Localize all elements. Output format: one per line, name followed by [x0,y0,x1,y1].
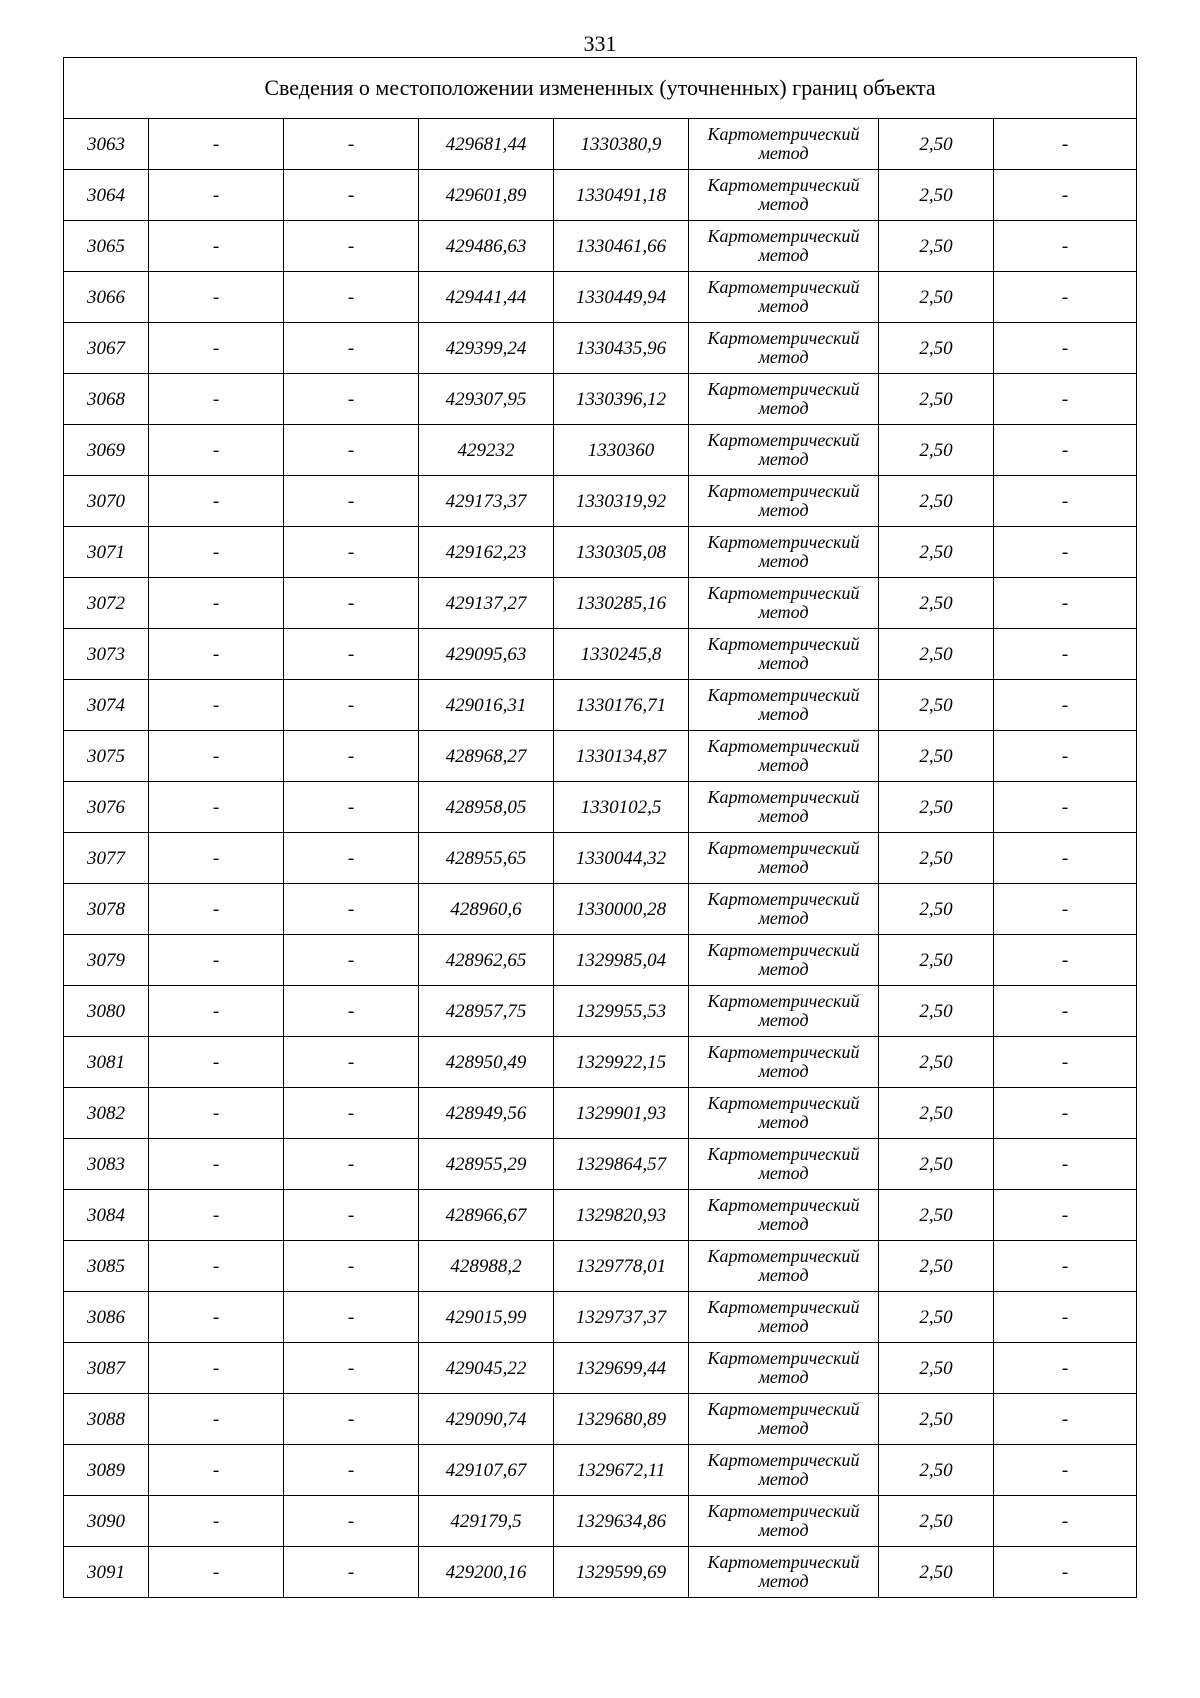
empty-value-cell: - [994,1343,1137,1394]
empty-value-cell: - [994,1241,1137,1292]
point-number-cell: 3067 [64,323,149,374]
y-coordinate-cell: 1330134,87 [554,731,689,782]
y-coordinate-cell: 1330435,96 [554,323,689,374]
empty-value-cell: - [149,1139,284,1190]
empty-value-cell: - [149,170,284,221]
y-coordinate-cell: 1330102,5 [554,782,689,833]
point-number-cell: 3068 [64,374,149,425]
empty-value-cell: - [284,884,419,935]
method-cell: Картометрический метод [689,731,879,782]
table-row [64,1190,1137,1241]
empty-value-cell: - [149,527,284,578]
empty-value-cell: - [284,272,419,323]
empty-value-cell: - [994,1292,1137,1343]
empty-value-cell: - [994,221,1137,272]
method-cell: Картометрический метод [689,986,879,1037]
table-row [64,1343,1137,1394]
method-cell: Картометрический метод [689,1445,879,1496]
table-row [64,731,1137,782]
method-cell: Картометрический метод [689,578,879,629]
empty-value-cell: - [994,1190,1137,1241]
empty-value-cell: - [149,629,284,680]
empty-value-cell: - [994,272,1137,323]
empty-value-cell: - [149,272,284,323]
x-coordinate-cell: 429681,44 [419,119,554,170]
empty-value-cell: - [994,731,1137,782]
table-row [64,221,1137,272]
accuracy-cell: 2,50 [879,323,994,374]
empty-value-cell: - [284,221,419,272]
point-number-cell: 3073 [64,629,149,680]
y-coordinate-cell: 1330449,94 [554,272,689,323]
empty-value-cell: - [994,527,1137,578]
table-row [64,323,1137,374]
empty-value-cell: - [284,527,419,578]
point-number-cell: 3064 [64,170,149,221]
point-number-cell: 3079 [64,935,149,986]
point-number-cell: 3065 [64,221,149,272]
y-coordinate-cell: 1329778,01 [554,1241,689,1292]
empty-value-cell: - [284,731,419,782]
y-coordinate-cell: 1329820,93 [554,1190,689,1241]
point-number-cell: 3082 [64,1088,149,1139]
x-coordinate-cell: 429095,63 [419,629,554,680]
accuracy-cell: 2,50 [879,1139,994,1190]
y-coordinate-cell: 1330044,32 [554,833,689,884]
point-number-cell: 3080 [64,986,149,1037]
method-cell: Картометрический метод [689,221,879,272]
table-row [64,1241,1137,1292]
method-cell: Картометрический метод [689,374,879,425]
empty-value-cell: - [284,1292,419,1343]
point-number-cell: 3071 [64,527,149,578]
method-cell: Картометрический метод [689,425,879,476]
empty-value-cell: - [284,629,419,680]
empty-value-cell: - [994,935,1137,986]
x-coordinate-cell: 428960,6 [419,884,554,935]
empty-value-cell: - [284,1496,419,1547]
x-coordinate-cell: 429200,16 [419,1547,554,1598]
accuracy-cell: 2,50 [879,884,994,935]
table-row [64,425,1137,476]
accuracy-cell: 2,50 [879,986,994,1037]
empty-value-cell: - [149,1292,284,1343]
y-coordinate-cell: 1329634,86 [554,1496,689,1547]
table-row [64,986,1137,1037]
empty-value-cell: - [149,425,284,476]
x-coordinate-cell: 428966,67 [419,1190,554,1241]
empty-value-cell: - [994,578,1137,629]
y-coordinate-cell: 1330396,12 [554,374,689,425]
point-number-cell: 3070 [64,476,149,527]
x-coordinate-cell: 429232 [419,425,554,476]
point-number-cell: 3086 [64,1292,149,1343]
y-coordinate-cell: 1330000,28 [554,884,689,935]
empty-value-cell: - [994,119,1137,170]
accuracy-cell: 2,50 [879,1547,994,1598]
point-number-cell: 3069 [64,425,149,476]
table-row [64,1496,1137,1547]
empty-value-cell: - [284,935,419,986]
empty-value-cell: - [284,1241,419,1292]
empty-value-cell: - [284,1190,419,1241]
x-coordinate-cell: 428988,2 [419,1241,554,1292]
empty-value-cell: - [149,1445,284,1496]
empty-value-cell: - [284,680,419,731]
empty-value-cell: - [994,425,1137,476]
empty-value-cell: - [149,1394,284,1445]
method-cell: Картометрический метод [689,272,879,323]
accuracy-cell: 2,50 [879,476,994,527]
y-coordinate-cell: 1330285,16 [554,578,689,629]
empty-value-cell: - [994,1496,1137,1547]
table-row [64,782,1137,833]
y-coordinate-cell: 1330461,66 [554,221,689,272]
point-number-cell: 3089 [64,1445,149,1496]
empty-value-cell: - [284,578,419,629]
table-row [64,1292,1137,1343]
accuracy-cell: 2,50 [879,272,994,323]
empty-value-cell: - [284,1088,419,1139]
empty-value-cell: - [149,884,284,935]
table-row [64,680,1137,731]
y-coordinate-cell: 1330491,18 [554,170,689,221]
y-coordinate-cell: 1329680,89 [554,1394,689,1445]
empty-value-cell: - [284,425,419,476]
empty-value-cell: - [284,1445,419,1496]
method-cell: Картометрический метод [689,629,879,680]
x-coordinate-cell: 429307,95 [419,374,554,425]
y-coordinate-cell: 1330380,9 [554,119,689,170]
empty-value-cell: - [149,833,284,884]
accuracy-cell: 2,50 [879,1292,994,1343]
accuracy-cell: 2,50 [879,374,994,425]
method-cell: Картометрический метод [689,884,879,935]
y-coordinate-cell: 1329901,93 [554,1088,689,1139]
method-cell: Картометрический метод [689,170,879,221]
point-number-cell: 3091 [64,1547,149,1598]
x-coordinate-cell: 428968,27 [419,731,554,782]
accuracy-cell: 2,50 [879,731,994,782]
boundary-points-table [63,57,1137,1598]
point-number-cell: 3075 [64,731,149,782]
empty-value-cell: - [994,629,1137,680]
x-coordinate-cell: 429441,44 [419,272,554,323]
empty-value-cell: - [284,170,419,221]
accuracy-cell: 2,50 [879,170,994,221]
point-number-cell: 3081 [64,1037,149,1088]
empty-value-cell: - [284,323,419,374]
y-coordinate-cell: 1330305,08 [554,527,689,578]
y-coordinate-cell: 1329699,44 [554,1343,689,1394]
empty-value-cell: - [994,170,1137,221]
method-cell: Картометрический метод [689,1292,879,1343]
table-title: Сведения о местоположении измененных (уточненных) границ объекта [64,58,1137,119]
method-cell: Картометрический метод [689,1088,879,1139]
table-title-row [64,58,1137,119]
empty-value-cell: - [994,1037,1137,1088]
y-coordinate-cell: 1330245,8 [554,629,689,680]
method-cell: Картометрический метод [689,323,879,374]
y-coordinate-cell: 1329672,11 [554,1445,689,1496]
method-cell: Картометрический метод [689,1190,879,1241]
empty-value-cell: - [149,1343,284,1394]
accuracy-cell: 2,50 [879,629,994,680]
table-row [64,1547,1137,1598]
table-row [64,1445,1137,1496]
empty-value-cell: - [149,476,284,527]
table-row [64,1037,1137,1088]
empty-value-cell: - [284,1037,419,1088]
page-number: 331 [583,31,617,56]
empty-value-cell: - [149,1190,284,1241]
table-row [64,1394,1137,1445]
method-cell: Картометрический метод [689,680,879,731]
empty-value-cell: - [149,1241,284,1292]
accuracy-cell: 2,50 [879,1037,994,1088]
table-row [64,374,1137,425]
empty-value-cell: - [149,731,284,782]
accuracy-cell: 2,50 [879,527,994,578]
table-row [64,833,1137,884]
accuracy-cell: 2,50 [879,680,994,731]
empty-value-cell: - [149,119,284,170]
x-coordinate-cell: 429399,24 [419,323,554,374]
empty-value-cell: - [284,1547,419,1598]
y-coordinate-cell: 1329985,04 [554,935,689,986]
empty-value-cell: - [994,782,1137,833]
table-row [64,629,1137,680]
method-cell: Картометрический метод [689,1241,879,1292]
empty-value-cell: - [284,986,419,1037]
point-number-cell: 3066 [64,272,149,323]
y-coordinate-cell: 1329864,57 [554,1139,689,1190]
accuracy-cell: 2,50 [879,1394,994,1445]
empty-value-cell: - [149,578,284,629]
empty-value-cell: - [994,884,1137,935]
table-row [64,476,1137,527]
method-cell: Картометрический метод [689,1394,879,1445]
empty-value-cell: - [284,119,419,170]
accuracy-cell: 2,50 [879,578,994,629]
empty-value-cell: - [284,374,419,425]
method-cell: Картометрический метод [689,935,879,986]
method-cell: Картометрический метод [689,476,879,527]
y-coordinate-cell: 1330319,92 [554,476,689,527]
empty-value-cell: - [149,374,284,425]
x-coordinate-cell: 429107,67 [419,1445,554,1496]
empty-value-cell: - [994,1394,1137,1445]
point-number-cell: 3078 [64,884,149,935]
point-number-cell: 3084 [64,1190,149,1241]
method-cell: Картометрический метод [689,782,879,833]
method-cell: Картометрический метод [689,833,879,884]
point-number-cell: 3090 [64,1496,149,1547]
empty-value-cell: - [149,221,284,272]
x-coordinate-cell: 429162,23 [419,527,554,578]
x-coordinate-cell: 428962,65 [419,935,554,986]
point-number-cell: 3083 [64,1139,149,1190]
accuracy-cell: 2,50 [879,1088,994,1139]
empty-value-cell: - [994,1547,1137,1598]
table-row [64,1088,1137,1139]
x-coordinate-cell: 429137,27 [419,578,554,629]
point-number-cell: 3085 [64,1241,149,1292]
accuracy-cell: 2,50 [879,1445,994,1496]
x-coordinate-cell: 428950,49 [419,1037,554,1088]
x-coordinate-cell: 429015,99 [419,1292,554,1343]
empty-value-cell: - [284,1394,419,1445]
method-cell: Картометрический метод [689,119,879,170]
x-coordinate-cell: 429601,89 [419,170,554,221]
empty-value-cell: - [994,1139,1137,1190]
x-coordinate-cell: 429045,22 [419,1343,554,1394]
point-number-cell: 3074 [64,680,149,731]
accuracy-cell: 2,50 [879,221,994,272]
empty-value-cell: - [994,986,1137,1037]
empty-value-cell: - [149,1547,284,1598]
accuracy-cell: 2,50 [879,833,994,884]
empty-value-cell: - [994,680,1137,731]
empty-value-cell: - [994,1088,1137,1139]
empty-value-cell: - [149,680,284,731]
x-coordinate-cell: 429016,31 [419,680,554,731]
method-cell: Картометрический метод [689,1139,879,1190]
empty-value-cell: - [284,782,419,833]
table-row [64,935,1137,986]
table-row [64,1139,1137,1190]
accuracy-cell: 2,50 [879,935,994,986]
table-row [64,578,1137,629]
method-cell: Картометрический метод [689,1496,879,1547]
accuracy-cell: 2,50 [879,119,994,170]
point-number-cell: 3088 [64,1394,149,1445]
empty-value-cell: - [149,935,284,986]
method-cell: Картометрический метод [689,1547,879,1598]
point-number-cell: 3087 [64,1343,149,1394]
empty-value-cell: - [994,833,1137,884]
empty-value-cell: - [284,1343,419,1394]
y-coordinate-cell: 1329737,37 [554,1292,689,1343]
accuracy-cell: 2,50 [879,1496,994,1547]
empty-value-cell: - [149,1088,284,1139]
empty-value-cell: - [149,1037,284,1088]
x-coordinate-cell: 428958,05 [419,782,554,833]
empty-value-cell: - [284,833,419,884]
y-coordinate-cell: 1329599,69 [554,1547,689,1598]
accuracy-cell: 2,50 [879,1241,994,1292]
empty-value-cell: - [994,374,1137,425]
empty-value-cell: - [149,986,284,1037]
point-number-cell: 3072 [64,578,149,629]
table-row [64,170,1137,221]
y-coordinate-cell: 1330360 [554,425,689,476]
x-coordinate-cell: 429179,5 [419,1496,554,1547]
empty-value-cell: - [284,1139,419,1190]
y-coordinate-cell: 1329955,53 [554,986,689,1037]
y-coordinate-cell: 1330176,71 [554,680,689,731]
y-coordinate-cell: 1329922,15 [554,1037,689,1088]
empty-value-cell: - [149,323,284,374]
table-row [64,272,1137,323]
empty-value-cell: - [994,323,1137,374]
table-row [64,884,1137,935]
point-number-cell: 3063 [64,119,149,170]
table-row [64,119,1137,170]
point-number-cell: 3076 [64,782,149,833]
x-coordinate-cell: 428957,75 [419,986,554,1037]
empty-value-cell: - [994,1445,1137,1496]
x-coordinate-cell: 429486,63 [419,221,554,272]
table-row [64,527,1137,578]
accuracy-cell: 2,50 [879,782,994,833]
accuracy-cell: 2,50 [879,1190,994,1241]
empty-value-cell: - [149,782,284,833]
accuracy-cell: 2,50 [879,425,994,476]
point-number-cell: 3077 [64,833,149,884]
x-coordinate-cell: 428949,56 [419,1088,554,1139]
method-cell: Картометрический метод [689,1037,879,1088]
method-cell: Картометрический метод [689,1343,879,1394]
empty-value-cell: - [994,476,1137,527]
x-coordinate-cell: 428955,65 [419,833,554,884]
x-coordinate-cell: 428955,29 [419,1139,554,1190]
x-coordinate-cell: 429173,37 [419,476,554,527]
empty-value-cell: - [149,1496,284,1547]
method-cell: Картометрический метод [689,527,879,578]
empty-value-cell: - [284,476,419,527]
x-coordinate-cell: 429090,74 [419,1394,554,1445]
accuracy-cell: 2,50 [879,1343,994,1394]
